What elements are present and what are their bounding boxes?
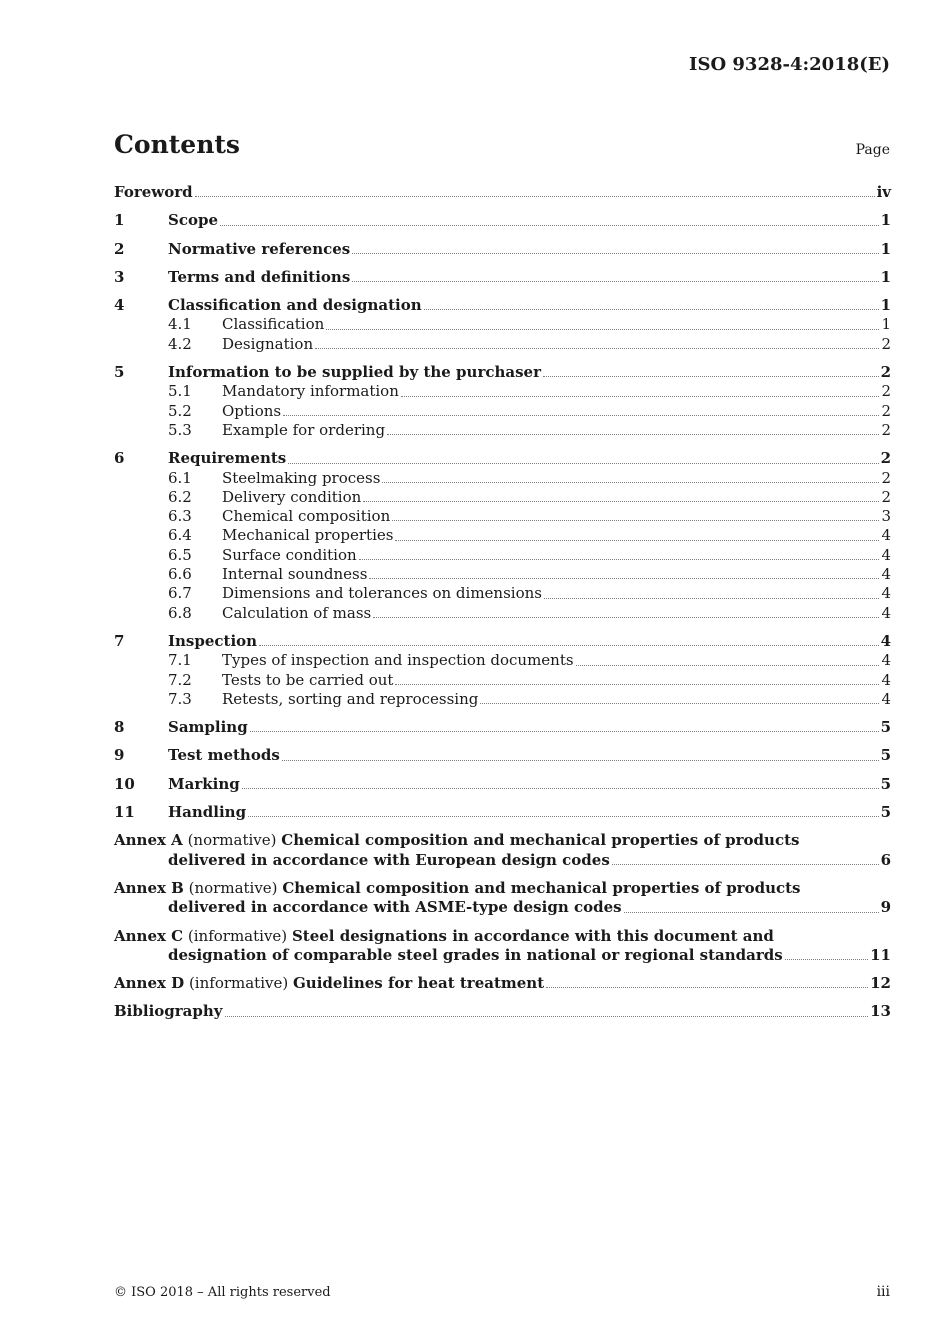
toc-entry-number: 2	[114, 239, 125, 258]
toc-subentry-title: Mandatory information	[222, 382, 399, 401]
toc-subentry-number: 5.2	[168, 401, 192, 420]
annex-label: Annex A	[114, 831, 183, 850]
toc-entry-group	[114, 183, 891, 202]
dot-leader	[543, 375, 879, 377]
dot-leader	[326, 328, 879, 330]
toc-subentry-title: Example for ordering	[222, 420, 386, 439]
toc-subentry[interactable]	[114, 402, 891, 421]
toc-entry-title: Test methods	[168, 746, 280, 765]
annex-title-line2-row	[114, 898, 891, 917]
annex-type: (normative)	[188, 878, 278, 897]
dot-leader	[424, 308, 879, 310]
annex-heading-line	[114, 974, 891, 993]
toc-subentry-number: 6.5	[168, 545, 192, 564]
toc-subentry-number: 5.3	[168, 420, 192, 439]
toc-entry[interactable]	[114, 240, 891, 259]
toc-entry-number: 10	[114, 774, 135, 793]
toc-subentry[interactable]	[114, 584, 891, 603]
dot-leader	[352, 252, 878, 254]
toc-entry[interactable]	[114, 632, 891, 651]
toc-subentry[interactable]	[114, 315, 891, 334]
toc-entry-page: 5	[880, 803, 891, 822]
toc-subentry-number: 4.2	[168, 334, 192, 353]
toc-entry-page: iv	[876, 183, 891, 201]
toc-subentry-page: 3	[881, 507, 891, 526]
toc-entry[interactable]	[114, 211, 891, 230]
toc-entry-page: 1	[880, 239, 891, 258]
toc-entry-number: 8	[114, 718, 125, 737]
toc-subentry-page: 4	[881, 689, 891, 708]
toc-entry-bibliography[interactable]	[114, 1002, 891, 1021]
toc-subentry-title: Classification	[222, 315, 325, 334]
page-number: iii	[876, 1284, 890, 1300]
toc-entry[interactable]	[114, 183, 891, 202]
toc-entry-title: Foreword	[114, 183, 193, 201]
toc-subentry-number: 6.4	[168, 526, 192, 545]
toc-subentry-title: Retests, sorting and reprocessing	[222, 689, 479, 708]
toc-subentry[interactable]	[114, 526, 891, 545]
annex-type: (informative)	[187, 926, 288, 945]
toc-entry[interactable]	[114, 296, 891, 315]
dot-leader	[373, 616, 879, 618]
toc-subentry-title: Steelmaking process	[222, 468, 381, 487]
toc-subentry-page: 4	[881, 603, 891, 622]
annex-heading-line	[114, 927, 891, 946]
toc-entry-page: 2	[880, 449, 891, 468]
annex-title-line2: delivered in accordance with ASME-type design codes	[168, 898, 622, 917]
dot-leader	[225, 1015, 869, 1017]
annex-page: 9	[880, 898, 891, 917]
toc-entry-title: Scope	[168, 211, 219, 230]
annex-label: Annex C	[114, 926, 184, 945]
toc-subentry-number: 6.2	[168, 487, 192, 506]
toc-subentry-title: Surface condition	[222, 545, 357, 564]
annex-heading-line	[114, 831, 891, 850]
toc-entry[interactable]	[114, 746, 891, 765]
toc-entry-page: 5	[880, 746, 891, 765]
toc-entry-title: Information to be supplied by the purchaser	[168, 363, 541, 382]
toc-entry-title: Requirements	[168, 449, 287, 468]
toc-subentry-number: 6.1	[168, 468, 192, 487]
dot-leader	[195, 195, 875, 197]
toc-subentry-number: 6.3	[168, 507, 192, 526]
dot-leader	[352, 280, 878, 282]
page-title: Contents	[114, 130, 241, 159]
toc-entry-title: Terms and definitions	[168, 267, 351, 286]
toc-subentry[interactable]	[114, 651, 891, 670]
toc-subentry[interactable]	[114, 507, 891, 526]
toc-subentry-title: Designation	[222, 334, 314, 353]
annex-heading-line	[114, 879, 891, 898]
dot-leader	[382, 481, 879, 483]
toc-entry-number: 9	[114, 746, 125, 765]
document-id: ISO 9328-4:2018(E)	[689, 54, 890, 75]
annex-page: 6	[880, 850, 891, 869]
dot-leader	[576, 664, 880, 666]
toc-subentry-page: 2	[881, 468, 891, 487]
toc-entry-group	[114, 775, 891, 794]
annex-entry[interactable]	[114, 879, 891, 918]
dot-leader	[544, 597, 879, 599]
dot-leader	[282, 759, 879, 761]
toc-entry-group	[114, 803, 891, 822]
toc-subentry-page: 4	[881, 651, 891, 670]
toc-subentry-page: 2	[881, 420, 891, 439]
dot-leader	[395, 539, 879, 541]
toc-entry-group	[114, 211, 891, 230]
toc-entry[interactable]	[114, 718, 891, 737]
toc-entry-title: Sampling	[168, 718, 248, 737]
dot-leader	[359, 558, 880, 560]
annex-label: Annex B	[114, 878, 184, 897]
dot-leader	[369, 577, 879, 579]
annex-title-line1: Steel designations in accordance with this document and	[291, 926, 774, 945]
toc-subentry-title: Chemical composition	[222, 507, 391, 526]
annex-entry[interactable]	[114, 831, 891, 870]
toc-subentry-title: Types of inspection and inspection documents	[222, 651, 574, 670]
dot-leader	[259, 644, 878, 646]
toc-subentry-page: 4	[881, 545, 891, 564]
toc-entry[interactable]	[114, 775, 891, 794]
toc-entry[interactable]	[114, 803, 891, 822]
toc-entry-page: 2	[880, 363, 891, 382]
toc-subentry-page: 4	[881, 565, 891, 584]
toc-entry-title: Classification and designation	[168, 296, 422, 315]
dot-leader	[220, 224, 879, 226]
annex-title-line1: Chemical composition and mechanical properties of products	[281, 831, 800, 850]
toc-entry-number: 7	[114, 631, 125, 650]
annex-type: (normative)	[187, 831, 277, 850]
dot-leader	[387, 433, 879, 435]
toc-subentry-page: 2	[881, 382, 891, 401]
toc-subentry-title: Tests to be carried out	[222, 670, 394, 689]
dot-leader	[283, 414, 879, 416]
annex-label: Annex D	[114, 974, 185, 993]
dot-leader	[392, 519, 879, 521]
toc-subentry-page: 1	[881, 315, 891, 334]
dot-leader	[315, 347, 879, 349]
toc-entry-group	[114, 240, 891, 259]
annex-title-line1: Guidelines for heat treatment	[293, 974, 545, 993]
copyright-footer: © ISO 2018 – All rights reserved	[114, 1285, 331, 1300]
toc-entry-group	[114, 632, 891, 709]
dot-leader	[242, 787, 879, 789]
toc-subentry[interactable]	[114, 565, 891, 584]
toc-entry-title: Handling	[168, 803, 247, 822]
dot-leader	[785, 958, 868, 960]
toc-subentry-number: 7.1	[168, 651, 192, 670]
toc-entry[interactable]	[114, 363, 891, 382]
toc-subentry-number: 6.7	[168, 584, 192, 603]
toc-entry-title: Inspection	[168, 631, 258, 650]
toc-entry-number: 11	[114, 803, 135, 822]
toc-subentry-title: Options	[222, 401, 282, 420]
toc-entry[interactable]	[114, 268, 891, 287]
toc-entry[interactable]	[114, 449, 891, 468]
toc-entry-number: 1	[114, 211, 125, 230]
toc-subentry-page: 4	[881, 526, 891, 545]
toc-subentry[interactable]	[114, 421, 891, 440]
annex-entry[interactable]	[114, 974, 891, 993]
dot-leader	[624, 911, 879, 913]
toc-subentry-page: 2	[881, 334, 891, 353]
dot-leader	[546, 986, 868, 988]
toc-subentry-title: Calculation of mass	[222, 603, 372, 622]
toc-subentry-number: 6.8	[168, 603, 192, 622]
toc-subentry-number: 6.6	[168, 565, 192, 584]
toc-entry-group	[114, 296, 891, 354]
annex-title-line2: designation of comparable steel grades in national or regional standards	[168, 945, 783, 964]
toc-subentry[interactable]	[114, 335, 891, 354]
dot-leader	[250, 730, 879, 732]
annex-title-wrap	[114, 974, 544, 993]
dot-leader	[401, 395, 880, 397]
toc-entry-number: 6	[114, 449, 125, 468]
toc-subentry[interactable]	[114, 469, 891, 488]
toc-entry-group	[114, 449, 891, 623]
toc-entry-group	[114, 363, 891, 440]
toc-entry-page: 4	[880, 631, 891, 650]
dot-leader	[395, 683, 879, 685]
annex-title-line2-row	[114, 946, 891, 965]
toc-subentry-page: 2	[881, 487, 891, 506]
toc-entry-page: 5	[880, 718, 891, 737]
toc-entry-group	[114, 718, 891, 737]
toc-subentry[interactable]	[114, 690, 891, 709]
toc-subentry[interactable]	[114, 604, 891, 623]
toc-subentry[interactable]	[114, 382, 891, 401]
toc-entry-page: 1	[880, 267, 891, 286]
annex-page: 12	[870, 974, 891, 993]
toc-entry-number: 3	[114, 267, 125, 286]
dot-leader	[288, 462, 878, 464]
toc-subentry-page: 4	[881, 670, 891, 689]
toc-entry-page: 1	[880, 211, 891, 230]
dot-leader	[612, 863, 879, 865]
toc-entry-group	[114, 746, 891, 765]
toc-subentry-number: 7.2	[168, 670, 192, 689]
toc-subentry-number: 4.1	[168, 315, 192, 334]
dot-leader	[363, 500, 879, 502]
toc-subentry-page: 4	[881, 584, 891, 603]
toc-entry-title: Marking	[168, 774, 240, 793]
annex-title-line2-row	[114, 851, 891, 870]
toc-entry-page: 13	[870, 1002, 891, 1021]
toc-subentry-title: Dimensions and tolerances on dimensions	[222, 584, 542, 603]
table-of-contents	[114, 183, 891, 1022]
toc-subentry-title: Delivery condition	[222, 487, 362, 506]
toc-entry-page: 1	[880, 296, 891, 315]
annex-type: (informative)	[188, 974, 289, 993]
toc-subentry[interactable]	[114, 488, 891, 507]
dot-leader	[480, 702, 879, 704]
toc-entry-group	[114, 268, 891, 287]
dot-leader	[248, 815, 878, 817]
annex-page: 11	[870, 945, 891, 964]
toc-subentry-title: Internal soundness	[222, 565, 368, 584]
toc-subentry[interactable]	[114, 546, 891, 565]
toc-subentry-title: Mechanical properties	[222, 526, 394, 545]
toc-subentry-number: 7.3	[168, 689, 192, 708]
annex-entry[interactable]	[114, 927, 891, 966]
annex-title-line1: Chemical composition and mechanical properties of products	[282, 878, 801, 897]
annex-title-line2: delivered in accordance with European design codes	[168, 850, 610, 869]
toc-subentry[interactable]	[114, 671, 891, 690]
toc-entry-title: Bibliography	[114, 1002, 223, 1021]
toc-entry-page: 5	[880, 774, 891, 793]
toc-subentry-number: 5.1	[168, 382, 192, 401]
toc-subentry-page: 2	[881, 401, 891, 420]
toc-entry-number: 4	[114, 296, 125, 315]
toc-entry-number: 5	[114, 363, 125, 382]
page-column-label: Page	[855, 142, 890, 158]
toc-entry-title: Normative references	[168, 239, 351, 258]
